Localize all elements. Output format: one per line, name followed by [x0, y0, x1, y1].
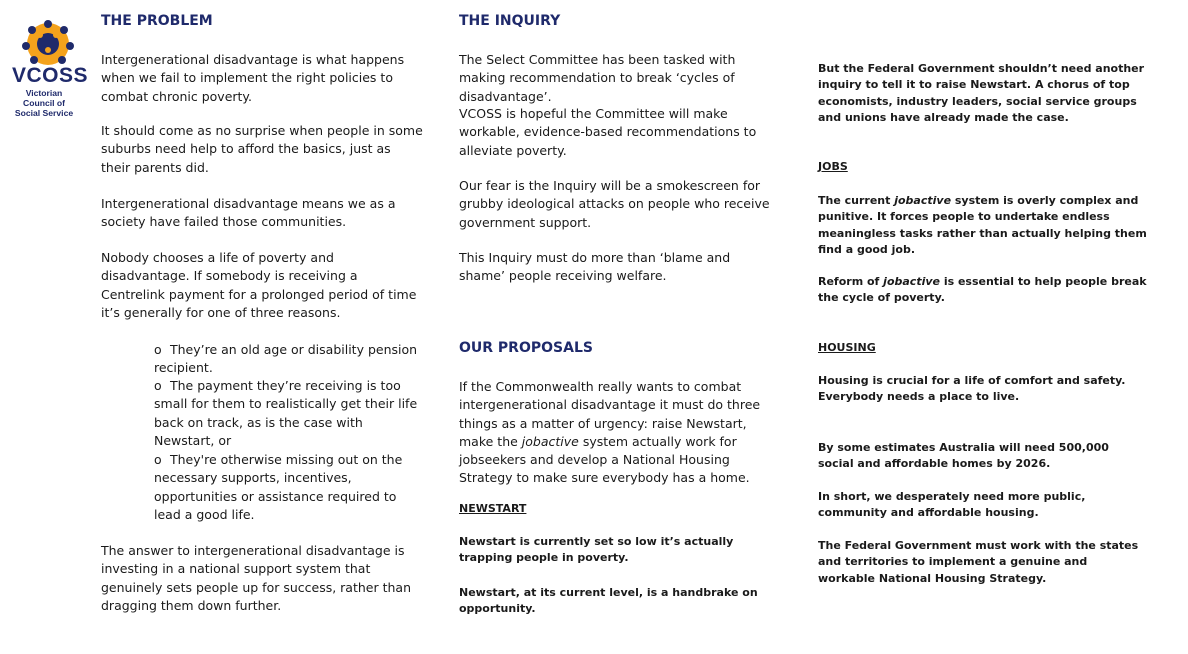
inquiry-paragraph-1: The Select Committee has been tasked with making recommendation to break ‘cycles of disadvantage’. — [459, 52, 736, 104]
problem-paragraph-4: Nobody chooses a life of poverty and disadvantage. If somebody is receiving a Centrelink payment for a prolonged period of time it’s generally for one of three reasons. — [101, 250, 417, 320]
vcoss-logo — [12, 20, 92, 118]
heading-our-proposals: OUR PROPOSALS — [459, 340, 593, 356]
inquiry-paragraph-2: VCOSS is hopeful the Committee will make workable, evidence-based recommendations to alleviate poverty. — [459, 106, 757, 158]
inquiry-paragraph-4: This Inquiry must do more than ‘blame and shame’ people receiving welfare. — [459, 250, 731, 284]
newstart-paragraph-1: Newstart is currently set so low it’s actually trapping people in poverty. — [459, 535, 734, 565]
problem-paragraph-2: It should come as no surprise when people in some suburbs need help to afford the basics, just as their parents did. — [101, 123, 423, 175]
heading-the-inquiry: THE INQUIRY — [459, 13, 561, 29]
bullet-item-3: o They're otherwise missing out on the necessary supports, incentives, opportunities or assistance required to lead a good life. — [154, 452, 403, 522]
bullet-circle-icon: o — [154, 452, 162, 467]
housing-paragraph-4: The Federal Government must work with the states and territories to implement a genuine and workable National Housing Strategy. — [818, 539, 1139, 585]
housing-paragraph-1: Housing is crucial for a life of comfort and safety. Everybody needs a place to live. — [818, 374, 1126, 404]
bullet-item-1: o They’re an old age or disability pension recipient. — [154, 342, 418, 376]
problem-paragraph-1: Intergenerational disadvantage is what happens when we fail to implement the right policies to combat chronic poverty. — [101, 52, 405, 104]
inquiry-paragraph-3: Our fear is the Inquiry will be a smokescreen for grubby ideological attacks on people who receive government support. — [459, 178, 770, 230]
bullet-item-2: o The payment they’re receiving is too small for them to realistically get their life back on track, as is the case with Newstart, or — [154, 378, 418, 448]
heading-housing: HOUSING — [818, 341, 876, 354]
jobs-paragraph-1: The current jobactive system is overly complex and punitive. It forces people to undertake endless meaningless tasks rather than actually helping them find a good job. — [818, 194, 1147, 256]
heading-newstart: NEWSTART — [459, 502, 527, 515]
people-circle-logo-icon — [16, 20, 80, 66]
logo-subtitle: Victorian Council of Social Service — [14, 88, 74, 118]
housing-paragraph-2: By some estimates Australia will need 500,000 social and affordable homes by 2026. — [818, 441, 1109, 471]
housing-paragraph-3: In short, we desperately need more public, community and affordable housing. — [818, 490, 1086, 520]
right-intro-paragraph: But the Federal Government shouldn’t need another inquiry to tell it to raise Newstart. A chorus of top economists, industry leaders, social service groups and unions have already made the case. — [818, 62, 1145, 124]
bullet-circle-icon: o — [154, 378, 162, 393]
heading-jobs: JOBS — [818, 160, 848, 173]
proposals-paragraph: If the Commonwealth really wants to combat intergenerational disadvantage it must do three things as a matter of urgency: raise Newstart, make the jobactive system actually work for jobseekers and develop a National Housing Strategy to make sure everybody has a home. — [459, 379, 761, 486]
bullet-circle-icon: o — [154, 342, 162, 357]
problem-paragraph-5: The answer to intergenerational disadvantage is investing in a national support system that genuinely sets people up for success, rather than dragging them down further. — [101, 543, 411, 613]
logo-wordmark: VCOSS — [12, 64, 89, 87]
problem-paragraph-3: Intergenerational disadvantage means we as a society have failed those communities. — [101, 196, 396, 230]
newstart-paragraph-2: Newstart, at its current level, is a handbrake on opportunity. — [459, 586, 758, 616]
jobs-paragraph-2: Reform of jobactive is essential to help people break the cycle of poverty. — [818, 275, 1147, 305]
heading-the-problem: THE PROBLEM — [101, 13, 213, 29]
